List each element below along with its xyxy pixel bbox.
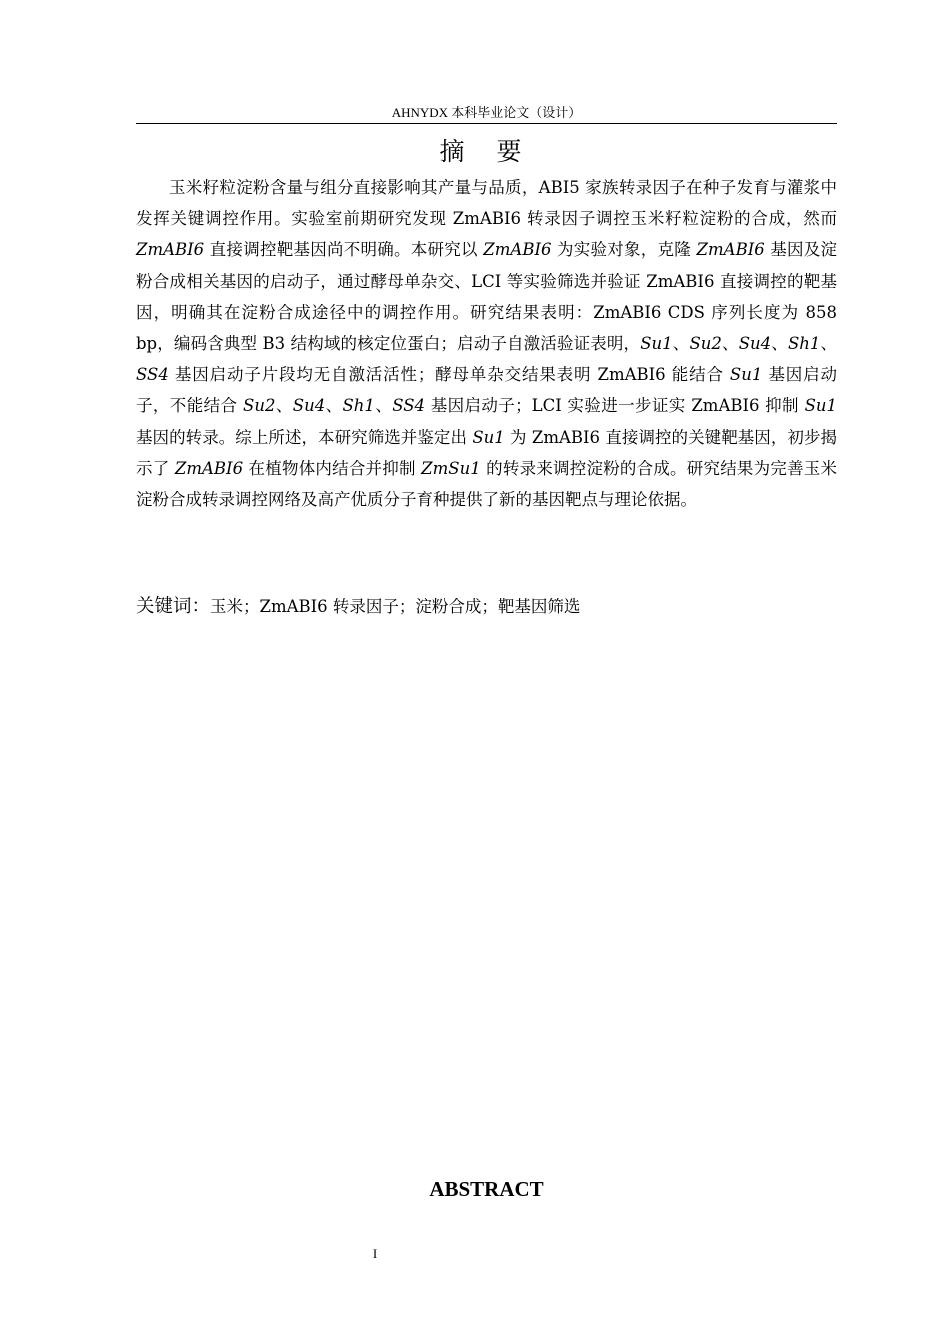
page-header: AHNYDX 本科毕业论文（设计） bbox=[391, 105, 582, 120]
abstract-text-segment: 玉米籽粒淀粉含量与组分直接影响其产量与品质，ABI5 家族转录因子在种子发育与灌浆中发挥关键调控作用。实验室前期研究发现 ZmABI6 转录因子调控玉米籽粒淀粉的合成，然而 bbox=[136, 178, 837, 229]
abstract-text-segment: 的转录来调控淀粉的合成。研究结果为完善玉米淀粉合成转录调控网络及高产优质分子育种提供了新的基因靶点与理论依据。 bbox=[136, 458, 838, 510]
gene-name-italic: Su1 bbox=[640, 334, 673, 354]
abstract-text-segment: 、 bbox=[672, 334, 690, 354]
keywords-text: 玉米；ZmABI6 转录因子；淀粉合成；靶基因筛选 bbox=[210, 597, 581, 616]
gene-name-italic: Su4 bbox=[292, 396, 326, 416]
gene-name-italic: SS4 bbox=[136, 365, 169, 385]
abstract-body-zh bbox=[136, 172, 837, 515]
abstract-title-zh: 摘 要 bbox=[439, 137, 534, 166]
abstract-text-segment: 、 bbox=[771, 334, 788, 354]
abstract-text-segment: 、 bbox=[275, 396, 293, 416]
gene-name-italic: ZmABI6 bbox=[483, 240, 552, 260]
gene-name-italic: SS4 bbox=[392, 396, 426, 416]
gene-name-italic: Su1 bbox=[472, 427, 505, 447]
gene-name-italic: ZmABI6 bbox=[696, 240, 765, 260]
abstract-text-segment: 基因启动子，不能结合 bbox=[136, 365, 837, 416]
gene-name-italic: Su2 bbox=[689, 334, 722, 354]
abstract-text-segment: 、 bbox=[721, 334, 739, 354]
abstract-title-en: ABSTRACT bbox=[429, 1177, 544, 1201]
abstract-text-segment: 基因启动子片段均无自激活活性；酵母单杂交结果表明 ZmABI6 能结合 bbox=[168, 365, 730, 385]
abstract-text-segment: 基因及淀粉合成相关基因的启动子，通过酵母单杂交、LCI 等实验筛选并验证 ZmABI6 直接调控的靶基因，明确其在淀粉合成途径中的调控作用。研究结果表明：ZmABI6 CDS 序列长度为 858 bp，编码含典型 B3 结构域的核定位蛋白；启动子自激活验证表明， bbox=[136, 240, 837, 354]
abstract-text-segment: 为实验对象，克隆 bbox=[551, 240, 697, 260]
keywords-label: 关键词： bbox=[136, 596, 211, 617]
gene-name-italic: Su1 bbox=[804, 396, 838, 416]
abstract-text-segment: 直接调控靶基因尚不明确。本研究以 bbox=[204, 240, 484, 260]
gene-name-italic: ZmABI6 bbox=[136, 240, 205, 260]
abstract-text-segment: 基因启动子；LCI 实验进一步证实 ZmABI6 抑制 bbox=[425, 396, 805, 416]
gene-name-italic: ZmABI6 bbox=[174, 458, 244, 478]
abstract-text-segment: 在植物体内结合并抑制 bbox=[243, 458, 422, 478]
gene-name-italic: Su2 bbox=[243, 396, 276, 416]
gene-name-italic: ZmSu1 bbox=[421, 458, 481, 478]
gene-name-italic: Sh1 bbox=[342, 396, 375, 416]
abstract-text-segment: 、 bbox=[374, 396, 393, 416]
gene-name-italic: Su4 bbox=[738, 334, 772, 354]
abstract-text-segment: 基因的转录。综上所述，本研究筛选并鉴定出 bbox=[136, 427, 473, 447]
keywords-line bbox=[136, 592, 837, 622]
abstract-text-segment: 、 bbox=[325, 396, 343, 416]
gene-name-italic: Su1 bbox=[729, 365, 763, 385]
header-rule bbox=[136, 123, 837, 124]
abstract-text-segment: 为 ZmABI6 直接调控的关键靶基因，初步揭示了 bbox=[136, 427, 838, 478]
abstract-text-segment: 、 bbox=[820, 334, 838, 354]
gene-name-italic: Sh1 bbox=[787, 334, 821, 354]
page-number: I bbox=[372, 1246, 378, 1261]
